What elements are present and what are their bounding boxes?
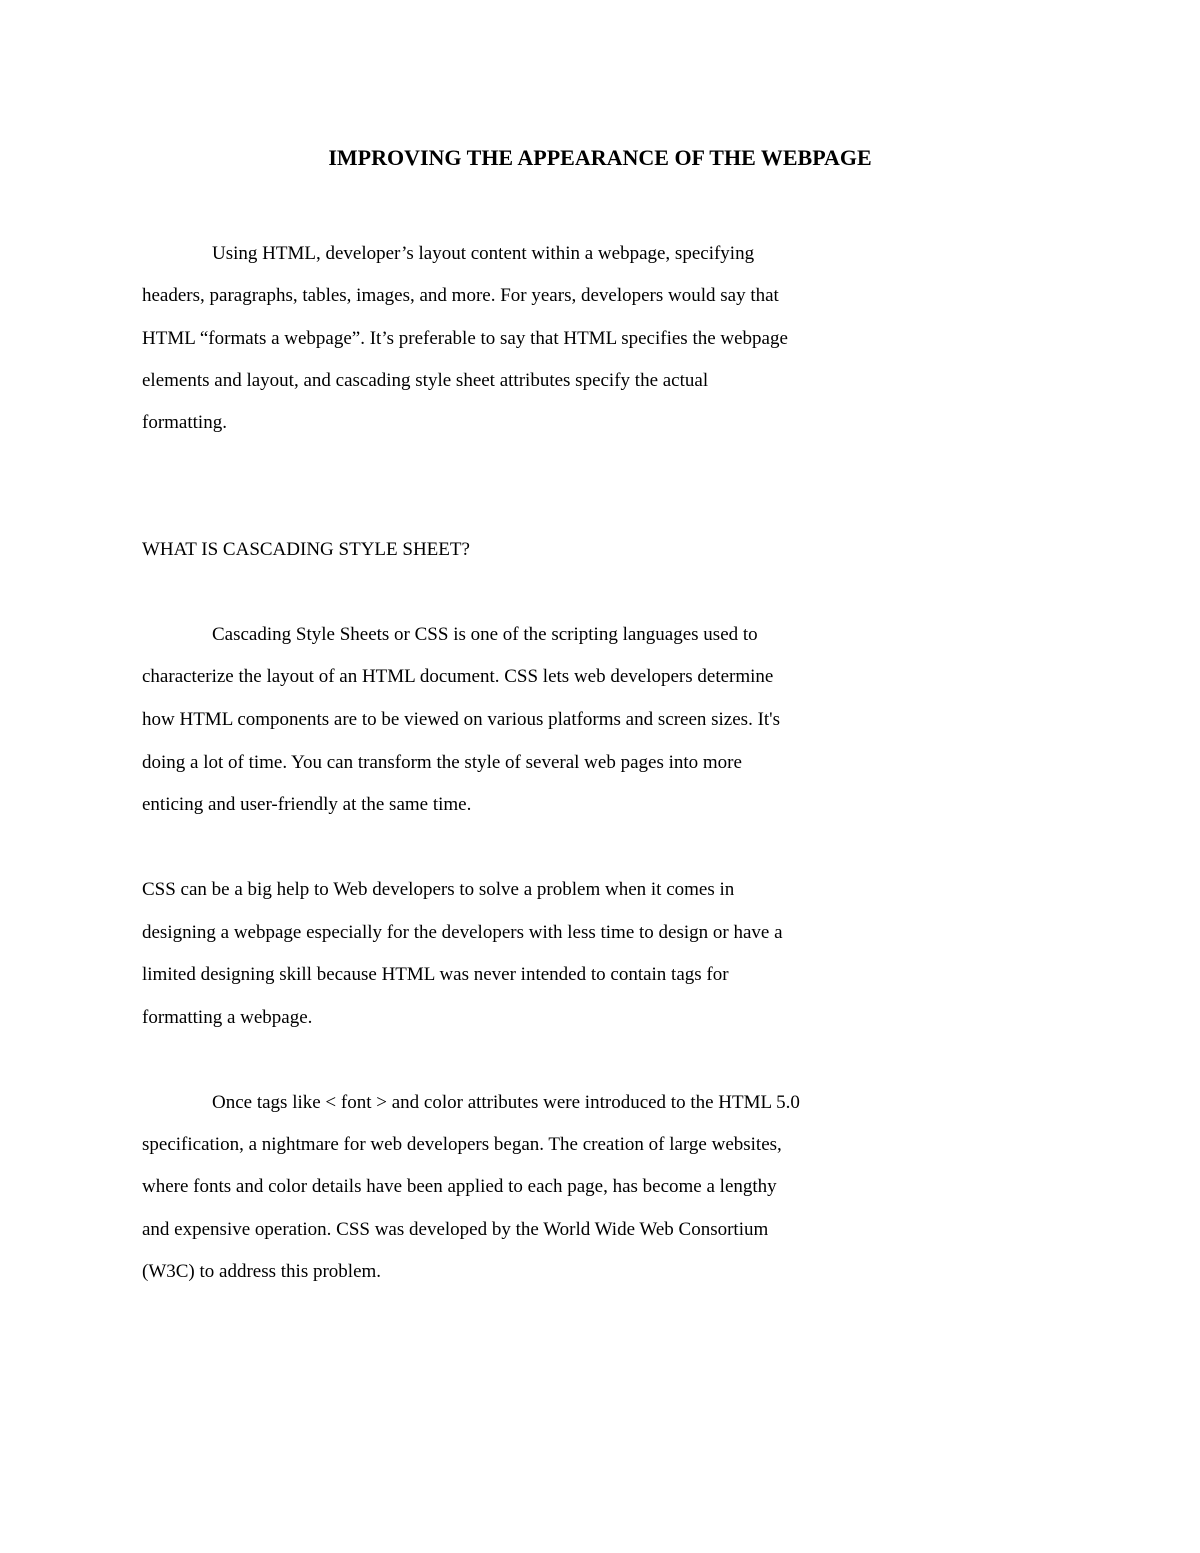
para3-line-1: Once tags like < font > and color attributes were introduced to the HTML 5.0 — [212, 1092, 800, 1113]
intro-line-4: elements and layout, and cascading style sheet attributes specify the actual — [142, 370, 709, 391]
para3-line-3: where fonts and color details have been applied to each page, has become a lengthy — [142, 1176, 777, 1197]
intro-line-1: Using HTML, developer’s layout content within a webpage, specifying — [212, 243, 755, 264]
para1-line-2: characterize the layout of an HTML document. CSS lets web developers determine — [142, 666, 774, 687]
para2-line-1: CSS can be a big help to Web developers to solve a problem when it comes in — [142, 879, 735, 900]
para1-line-5: enticing and user-friendly at the same time. — [142, 794, 472, 815]
intro-line-3: HTML “formats a webpage”. It’s preferable to say that HTML specifies the webpage — [142, 328, 788, 349]
para2-line-4: formatting a webpage. — [142, 1007, 313, 1028]
section-heading: WHAT IS CASCADING STYLE SHEET? — [142, 539, 470, 560]
para3-line-5: (W3C) to address this problem. — [142, 1261, 382, 1282]
para1-line-4: doing a lot of time. You can transform the style of several web pages into more — [142, 752, 742, 773]
para1-line-1: Cascading Style Sheets or CSS is one of the scripting languages used to — [212, 624, 758, 645]
para3-line-4: and expensive operation. CSS was developed by the World Wide Web Consortium — [142, 1219, 769, 1240]
document-title: IMPROVING THE APPEARANCE OF THE WEBPAGE — [328, 145, 872, 170]
para3-line-2: specification, a nightmare for web developers began. The creation of large websites, — [142, 1134, 782, 1155]
para2-line-3: limited designing skill because HTML was never intended to contain tags for — [142, 964, 729, 985]
intro-line-5: formatting. — [142, 412, 227, 433]
para1-line-3: how HTML components are to be viewed on various platforms and screen sizes. It's — [142, 709, 780, 730]
intro-line-2: headers, paragraphs, tables, images, and more. For years, developers would say that — [142, 285, 779, 306]
para2-line-2: designing a webpage especially for the developers with less time to design or have a — [142, 922, 783, 943]
